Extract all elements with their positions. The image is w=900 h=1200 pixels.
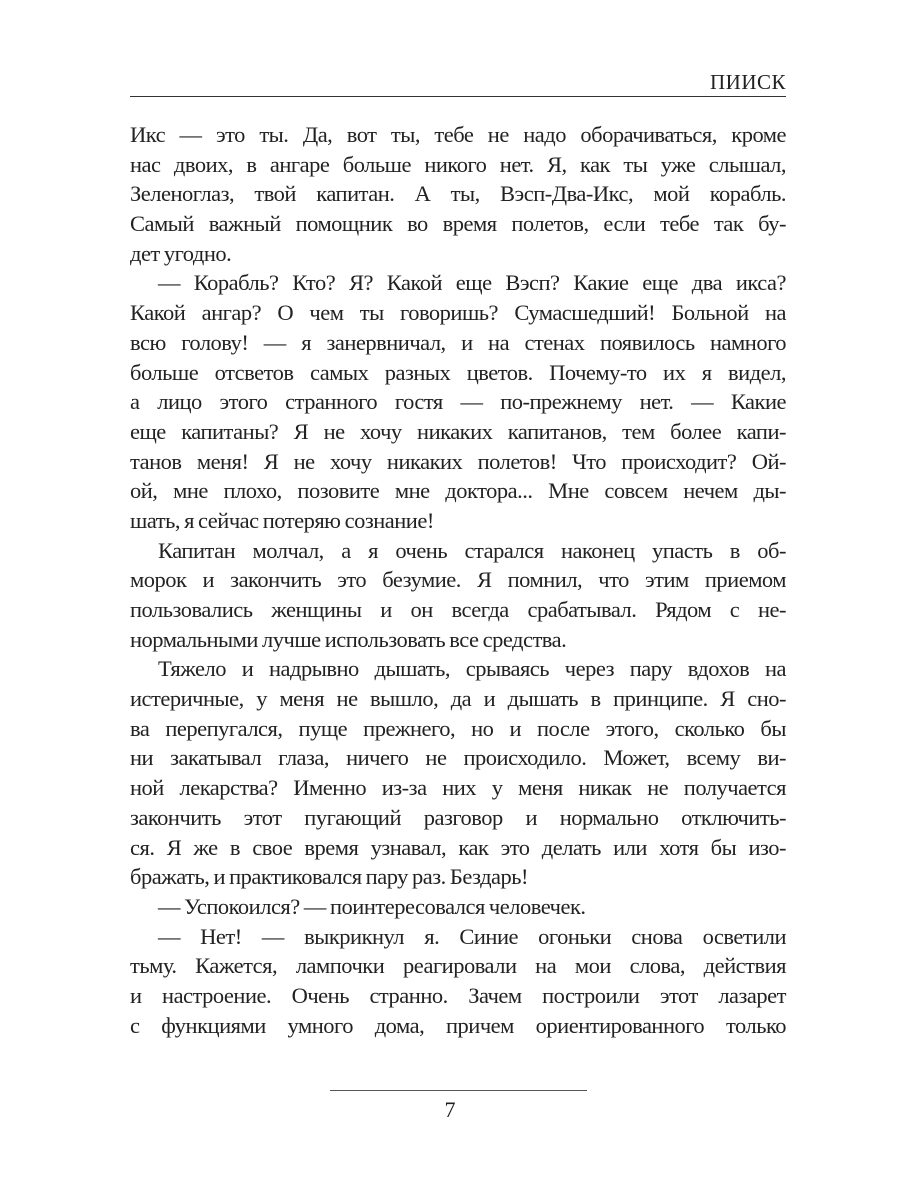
text-line: Тяжело и надрывно дышать, срываясь через пару вдохов на: [158, 656, 786, 682]
text-line: Зеленоглаз, твой капитан. А ты, Вэсп-Два-Икс, мой корабль.: [130, 181, 786, 207]
body-text: [130, 120, 786, 1040]
text-line: а лицо этого странного гостя — по-прежнему нет. — Какие: [130, 389, 786, 415]
text-line: нормальными лучше использовать все средства.: [130, 626, 567, 652]
page-number: 7: [444, 1097, 456, 1122]
text-line: ой, мне плохо, позовите мне доктора... Мне совсем нечем ды-: [130, 478, 786, 504]
text-line: Какой ангар? О чем ты говоришь? Сумасшедший! Больной на: [130, 300, 786, 326]
text-line: больше отсветов самых разных цветов. Почему-то их я видел,: [130, 359, 786, 385]
header-rule: [130, 96, 786, 97]
text-line: всю голову! — я занервничал, и на стенах появилось намного: [130, 329, 786, 355]
footer-rule: [330, 1090, 587, 1091]
text-line: закончить этот пугающий разговор и нормально отключить-: [130, 804, 786, 830]
text-line: пользовались женщины и он всегда срабатывал. Рядом с не-: [130, 597, 786, 622]
text-line: еще капитаны? Я не хочу никаких капитанов, тем более капи-: [130, 418, 786, 444]
text-line: бражать, и практиковался пару раз. Бездарь!: [130, 864, 529, 890]
text-line: ни закатывал глаза, ничего не происходило. Может, всему ви-: [130, 745, 786, 771]
text-line: морок и закончить это безумие. Я помнил, что этим приемом: [130, 567, 786, 593]
text-line: — Корабль? Кто? Я? Какой еще Вэсп? Какие еще два икса?: [158, 270, 786, 296]
text-line: ва перепугался, пуще прежнего, но и после этого, сколько бы: [130, 715, 786, 741]
text-line: Капитан молчал, а я очень старался наконец упасть в об-: [158, 537, 786, 563]
running-header-title: ПИИСК: [709, 70, 786, 94]
text-line: ной лекарства? Именно из-за них у меня никак не получается: [130, 775, 786, 801]
text-line: с функциями умного дома, причем ориентированного только: [130, 1012, 786, 1038]
text-line: тьму. Кажется, лампочки реагировали на мои слова, действия: [130, 953, 786, 979]
text-line: нас двоих, в ангаре больше никого нет. Я, как ты уже слышал,: [130, 151, 786, 177]
text-line: истеричные, у меня не вышло, да и дышать в принципе. Я сно-: [130, 686, 786, 712]
text-line: — Успокоился? — поинтересовался человечек.: [158, 893, 586, 919]
text-line: — Нет! — выкрикнул я. Синие огоньки снова осветили: [158, 923, 786, 949]
text-line: Икс — это ты. Да, вот ты, тебе не надо оборачиваться, кроме: [130, 122, 786, 147]
text-line: Самый важный помощник во время полетов, если тебе так бу-: [130, 211, 786, 237]
text-line: ся. Я же в свое время узнавал, как это делать или хотя бы изо-: [130, 834, 786, 860]
text-line: танов меня! Я не хочу никаких полетов! Что происходит? Ой-: [130, 448, 786, 474]
text-line: дет угодно.: [130, 240, 232, 266]
text-line: и настроение. Очень странно. Зачем построили этот лазарет: [130, 982, 786, 1008]
text-line: шать, я сейчас потеряю сознание!: [130, 507, 434, 533]
